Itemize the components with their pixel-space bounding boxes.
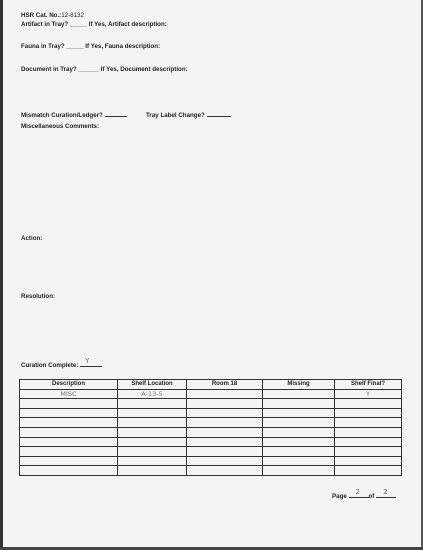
table-cell: [263, 437, 335, 447]
column-header-description: Description: [20, 380, 118, 390]
inventory-table: [19, 379, 402, 476]
table-cell: [263, 447, 335, 457]
table-cell: [335, 456, 402, 466]
table-cell: [187, 418, 263, 428]
curation-complete-blank: [80, 357, 102, 367]
table-header-row: [20, 380, 402, 390]
catalog-number-value: 12-8132: [61, 12, 84, 19]
mismatch-label: Mismatch Curation/Ledger?: [21, 112, 103, 119]
table-cell: [263, 427, 335, 437]
table-cell: [20, 437, 118, 447]
table-cell: [187, 399, 263, 409]
table-row: [20, 389, 402, 399]
document-field: Document in Tray? ______ If Yes, Document description:: [21, 66, 188, 73]
table-row: [20, 437, 402, 447]
column-header-shelf-final: Shelf Final?: [335, 380, 402, 390]
resolution-label: Resolution:: [21, 293, 56, 300]
table-cell: [335, 408, 402, 418]
table-cell: [20, 456, 118, 466]
table-cell: [118, 466, 187, 476]
page-label: Page: [332, 493, 347, 500]
table-cell: [118, 447, 187, 457]
of-label: of: [368, 493, 375, 500]
page-number-blank: [349, 488, 369, 498]
table-cell: [263, 389, 335, 399]
fauna-field: Fauna in Tray? _____ If Yes, Fauna description:: [21, 43, 161, 50]
curation-complete-field: [21, 357, 102, 370]
page-total-value: 2: [383, 488, 388, 496]
table-cell: [187, 437, 263, 447]
table-cell: [118, 399, 187, 409]
table-cell: [20, 418, 118, 428]
mismatch-field: [21, 110, 127, 120]
action-label: Action:: [21, 235, 43, 242]
tray-label-label: Tray Label Change?: [146, 112, 205, 119]
table-row: [20, 408, 402, 418]
table-cell: [263, 466, 335, 476]
page-counter: [332, 488, 396, 501]
table-cell: A-13-5: [118, 389, 187, 399]
tray-label-blank: [207, 110, 231, 117]
column-header-missing: Missing: [263, 380, 335, 390]
table-cell: [335, 427, 402, 437]
table-cell: [20, 427, 118, 437]
table-row: [20, 399, 402, 409]
page-number-value: 2: [355, 488, 360, 496]
table-row: [20, 418, 402, 428]
table-cell: [263, 418, 335, 428]
column-header-room-18: Room 18: [187, 380, 263, 390]
table-cell: [263, 399, 335, 409]
table-cell: [335, 447, 402, 457]
table-cell: [263, 408, 335, 418]
misc-comments-label: Miscellaneous Comments:: [21, 123, 100, 130]
table-row: [20, 466, 402, 476]
table-cell: MISC: [20, 389, 118, 399]
table-row: [20, 427, 402, 437]
table-cell: [335, 437, 402, 447]
table-cell: [20, 447, 118, 457]
table-cell: [20, 408, 118, 418]
artifact-field: Artifact in Tray? _____ If Yes, Artifact description:: [21, 21, 167, 28]
table-cell: [335, 399, 402, 409]
page-total-blank: [376, 488, 396, 498]
table-cell: [187, 466, 263, 476]
table-cell: [187, 408, 263, 418]
scan-edge-left: [0, 0, 3, 550]
column-header-shelf-location: Shelf Location: [118, 380, 187, 390]
table-cell: [187, 389, 263, 399]
table-cell: [263, 456, 335, 466]
table-cell: [335, 466, 402, 476]
table-row: [20, 456, 402, 466]
table-cell: [118, 418, 187, 428]
table-cell: [118, 456, 187, 466]
table-cell: [335, 418, 402, 428]
table-cell: [118, 408, 187, 418]
mismatch-blank: [105, 110, 127, 117]
table-cell: Y: [335, 389, 402, 399]
curation-complete-label: Curation Complete:: [21, 362, 79, 369]
tray-label-field: [146, 110, 231, 120]
table-cell: [20, 399, 118, 409]
table-cell: [187, 447, 263, 457]
curation-complete-value: Y: [85, 357, 90, 365]
table-cell: [187, 427, 263, 437]
table-cell: [118, 427, 187, 437]
table-cell: [187, 456, 263, 466]
catalog-number-label: HSR Cat. No.:: [21, 12, 62, 19]
table-cell: [20, 466, 118, 476]
catalog-number-line: [21, 12, 84, 20]
table-cell: [118, 437, 187, 447]
table-row: [20, 447, 402, 457]
